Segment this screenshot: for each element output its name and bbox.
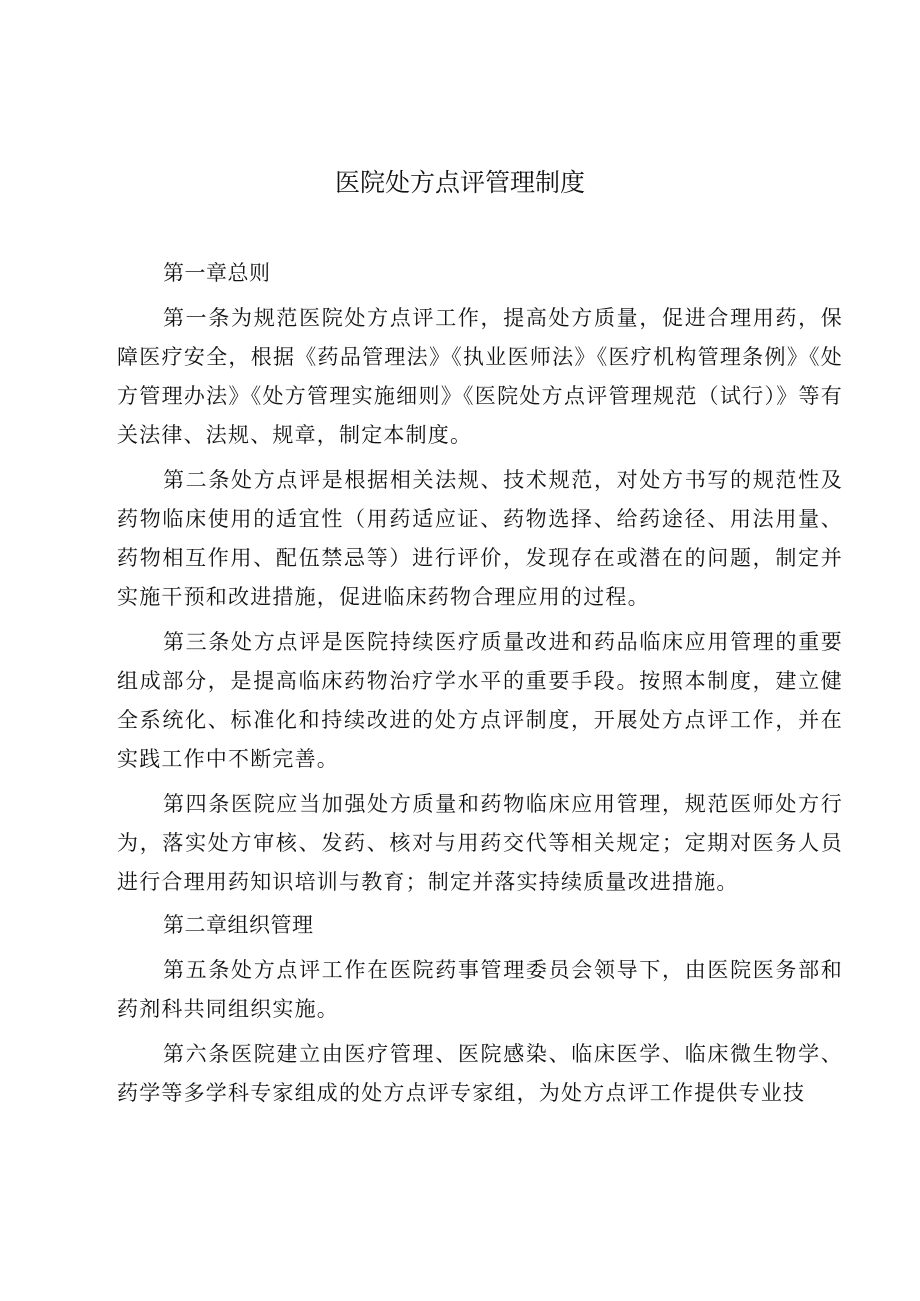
document-body [117, 254, 843, 1113]
article-2: 第二条处方点评是根据相关法规、技术规范，对处方书写的规范性及药物临床使用的适宜性（用药适应证、药物选择、给药途径、用法用量、药物相互作用、配伍禁忌等）进行评价，发现存在或潜在的问题，制定并实施干预和改进措施，促进临床药物合理应用的过程。 [117, 468, 843, 609]
article-3: 第三条处方点评是医院持续医疗质量改进和药品临床应用管理的重要组成部分，是提高临床药物治疗学水平的重要手段。按照本制度，建立健全系统化、标准化和持续改进的处方点评制度，开展处方点评工作，并在实践工作中不断完善。 [117, 630, 843, 771]
document-title: 医院处方点评管理制度 [334, 168, 585, 197]
article-5: 第五条处方点评工作在医院药事管理委员会领导下，由医院医务部和药剂科共同组织实施。 [117, 958, 843, 1021]
article-6: 第六条医院建立由医疗管理、医院感染、临床医学、临床微生物学、药学等多学科专家组成的处方点评专家组，为处方点评工作提供专业技 [117, 1042, 843, 1105]
chapter-2-heading: 第二章组织管理 [163, 913, 314, 937]
article-1: 第一条为规范医院处方点评工作，提高处方质量，促进合理用药，保障医疗安全，根据《药品管理法》《执业医师法》《医疗机构管理条例》《处方管理办法》《处方管理实施细则》《医院处方点评管理规范（试行）》等有关法律、法规、规章，制定本制度。 [117, 306, 843, 447]
chapter-1-heading: 第一章总则 [163, 261, 271, 285]
article-4: 第四条医院应当加强处方质量和药物临床应用管理，规范医师处方行为，落实处方审核、发药、核对与用药交代等相关规定；定期对医务人员进行合理用药知识培训与教育；制定并落实持续质量改进措施。 [117, 792, 843, 894]
